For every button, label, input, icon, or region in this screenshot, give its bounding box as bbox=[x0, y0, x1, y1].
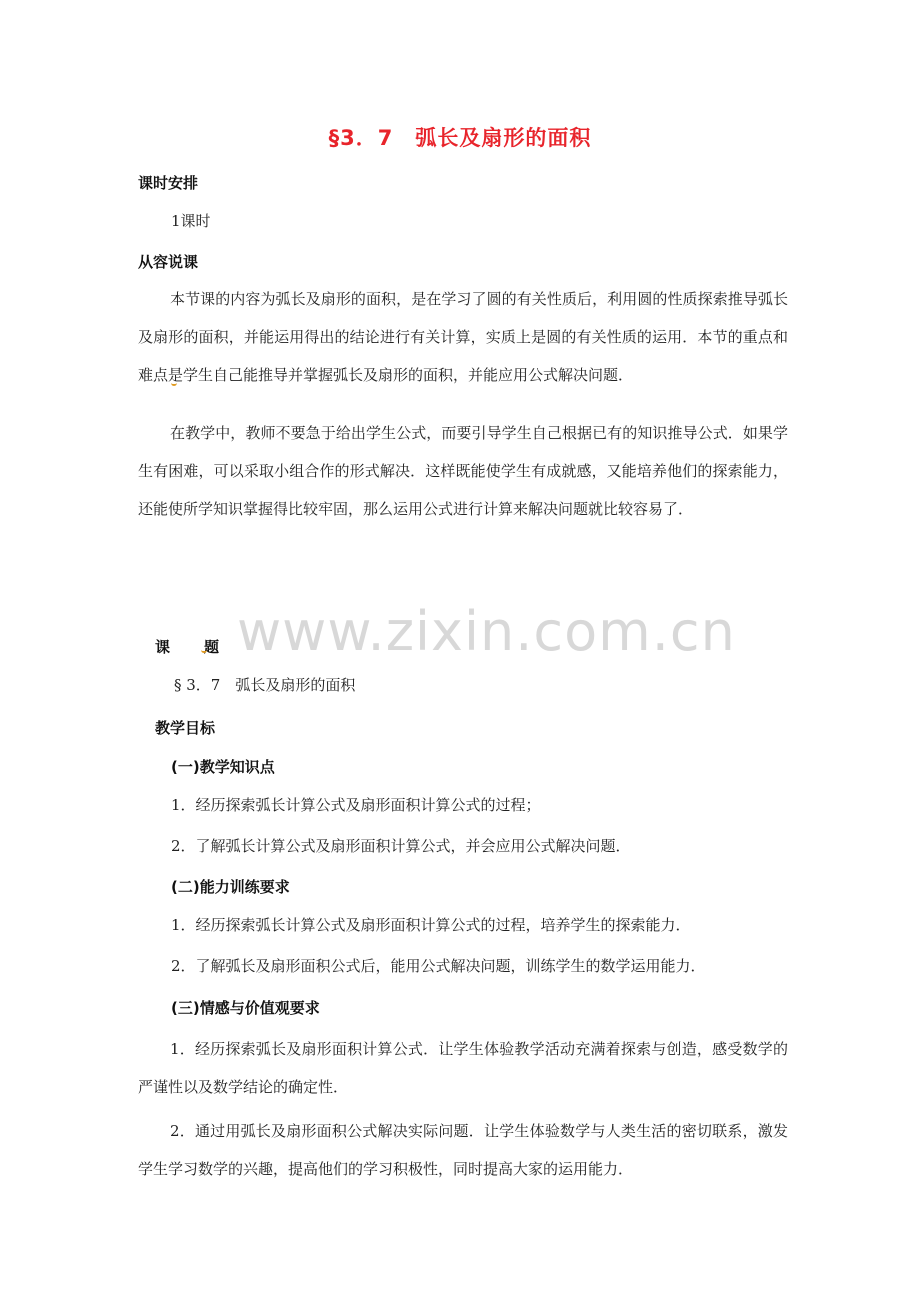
emotion-item-2: 2．通过用弧长及扇形面积公式解决实际问题．让学生体验数学与人类生活的密切联系，激发学生学习数学的兴趣，提高他们的学习积极性，同时提高大家的运用能力． bbox=[138, 1122, 788, 1178]
talk-heading: 从容说课 bbox=[138, 253, 199, 271]
knowledge-item-1: 1．经历探索弧长计算公式及扇形面积计算公式的过程； bbox=[171, 796, 541, 814]
knowledge-heading: (一)教学知识点 bbox=[171, 758, 275, 776]
ability-item-2: 2．了解弧长及扇形面积公式后，能用公式解决问题，训练学生的数学运用能力． bbox=[171, 957, 706, 975]
topic-heading-a: 课 bbox=[155, 638, 171, 656]
schedule-heading: 课时安排 bbox=[138, 174, 199, 192]
emotion-item-1: 1．经历探索弧长及扇形面积计算公式．让学生体验教学活动充满着探索与创造，感受数学的严谨性以及数学结论的确定性． bbox=[138, 1040, 788, 1096]
watermark: www.zixin.com.cn bbox=[237, 600, 736, 663]
goals-heading: 教学目标 bbox=[155, 719, 216, 737]
emotion-heading: (三)情感与价值观要求 bbox=[171, 999, 320, 1017]
knowledge-item-2: 2．了解弧长计算公式及扇形面积计算公式，并会应用公式解决问题． bbox=[171, 837, 631, 855]
ability-heading: (二)能力训练要求 bbox=[171, 878, 290, 896]
topic-value: § 3．7 弧长及扇形的面积 bbox=[174, 676, 356, 694]
talk-paragraph-2: 在教学中，教师不要急于给出学生公式，而要引导学生自己根据已有的知识推导公式．如果学生有困难，可以采取小组合作的形式解决．这样既能使学生有成就感，又能培养他们的探索能力，还能使所学知识掌握得比较牢固，那么运用公式进行计算来解决问题就比较容易了． bbox=[138, 424, 788, 518]
ability-item-1: 1．经历探索弧长计算公式及扇形面积计算公式的过程，培养学生的探索能力． bbox=[171, 916, 691, 934]
talk-paragraph-1: 本节课的内容为弧长及扇形的面积，是在学习了圆的有关性质后，利用圆的性质探索推导弧长及扇形的面积，并能运用得出的结论进行有关计算，实质上是圆的有关性质的运用．本节的重点和难点是学生自己能推导并掌握弧长及扇形的面积，并能应用公式解决问题． bbox=[138, 290, 788, 384]
page-title: §3．7 弧长及扇形的面积 bbox=[328, 126, 592, 150]
schedule-value: 1课时 bbox=[171, 212, 211, 230]
topic-heading-b: 题 bbox=[204, 638, 220, 656]
